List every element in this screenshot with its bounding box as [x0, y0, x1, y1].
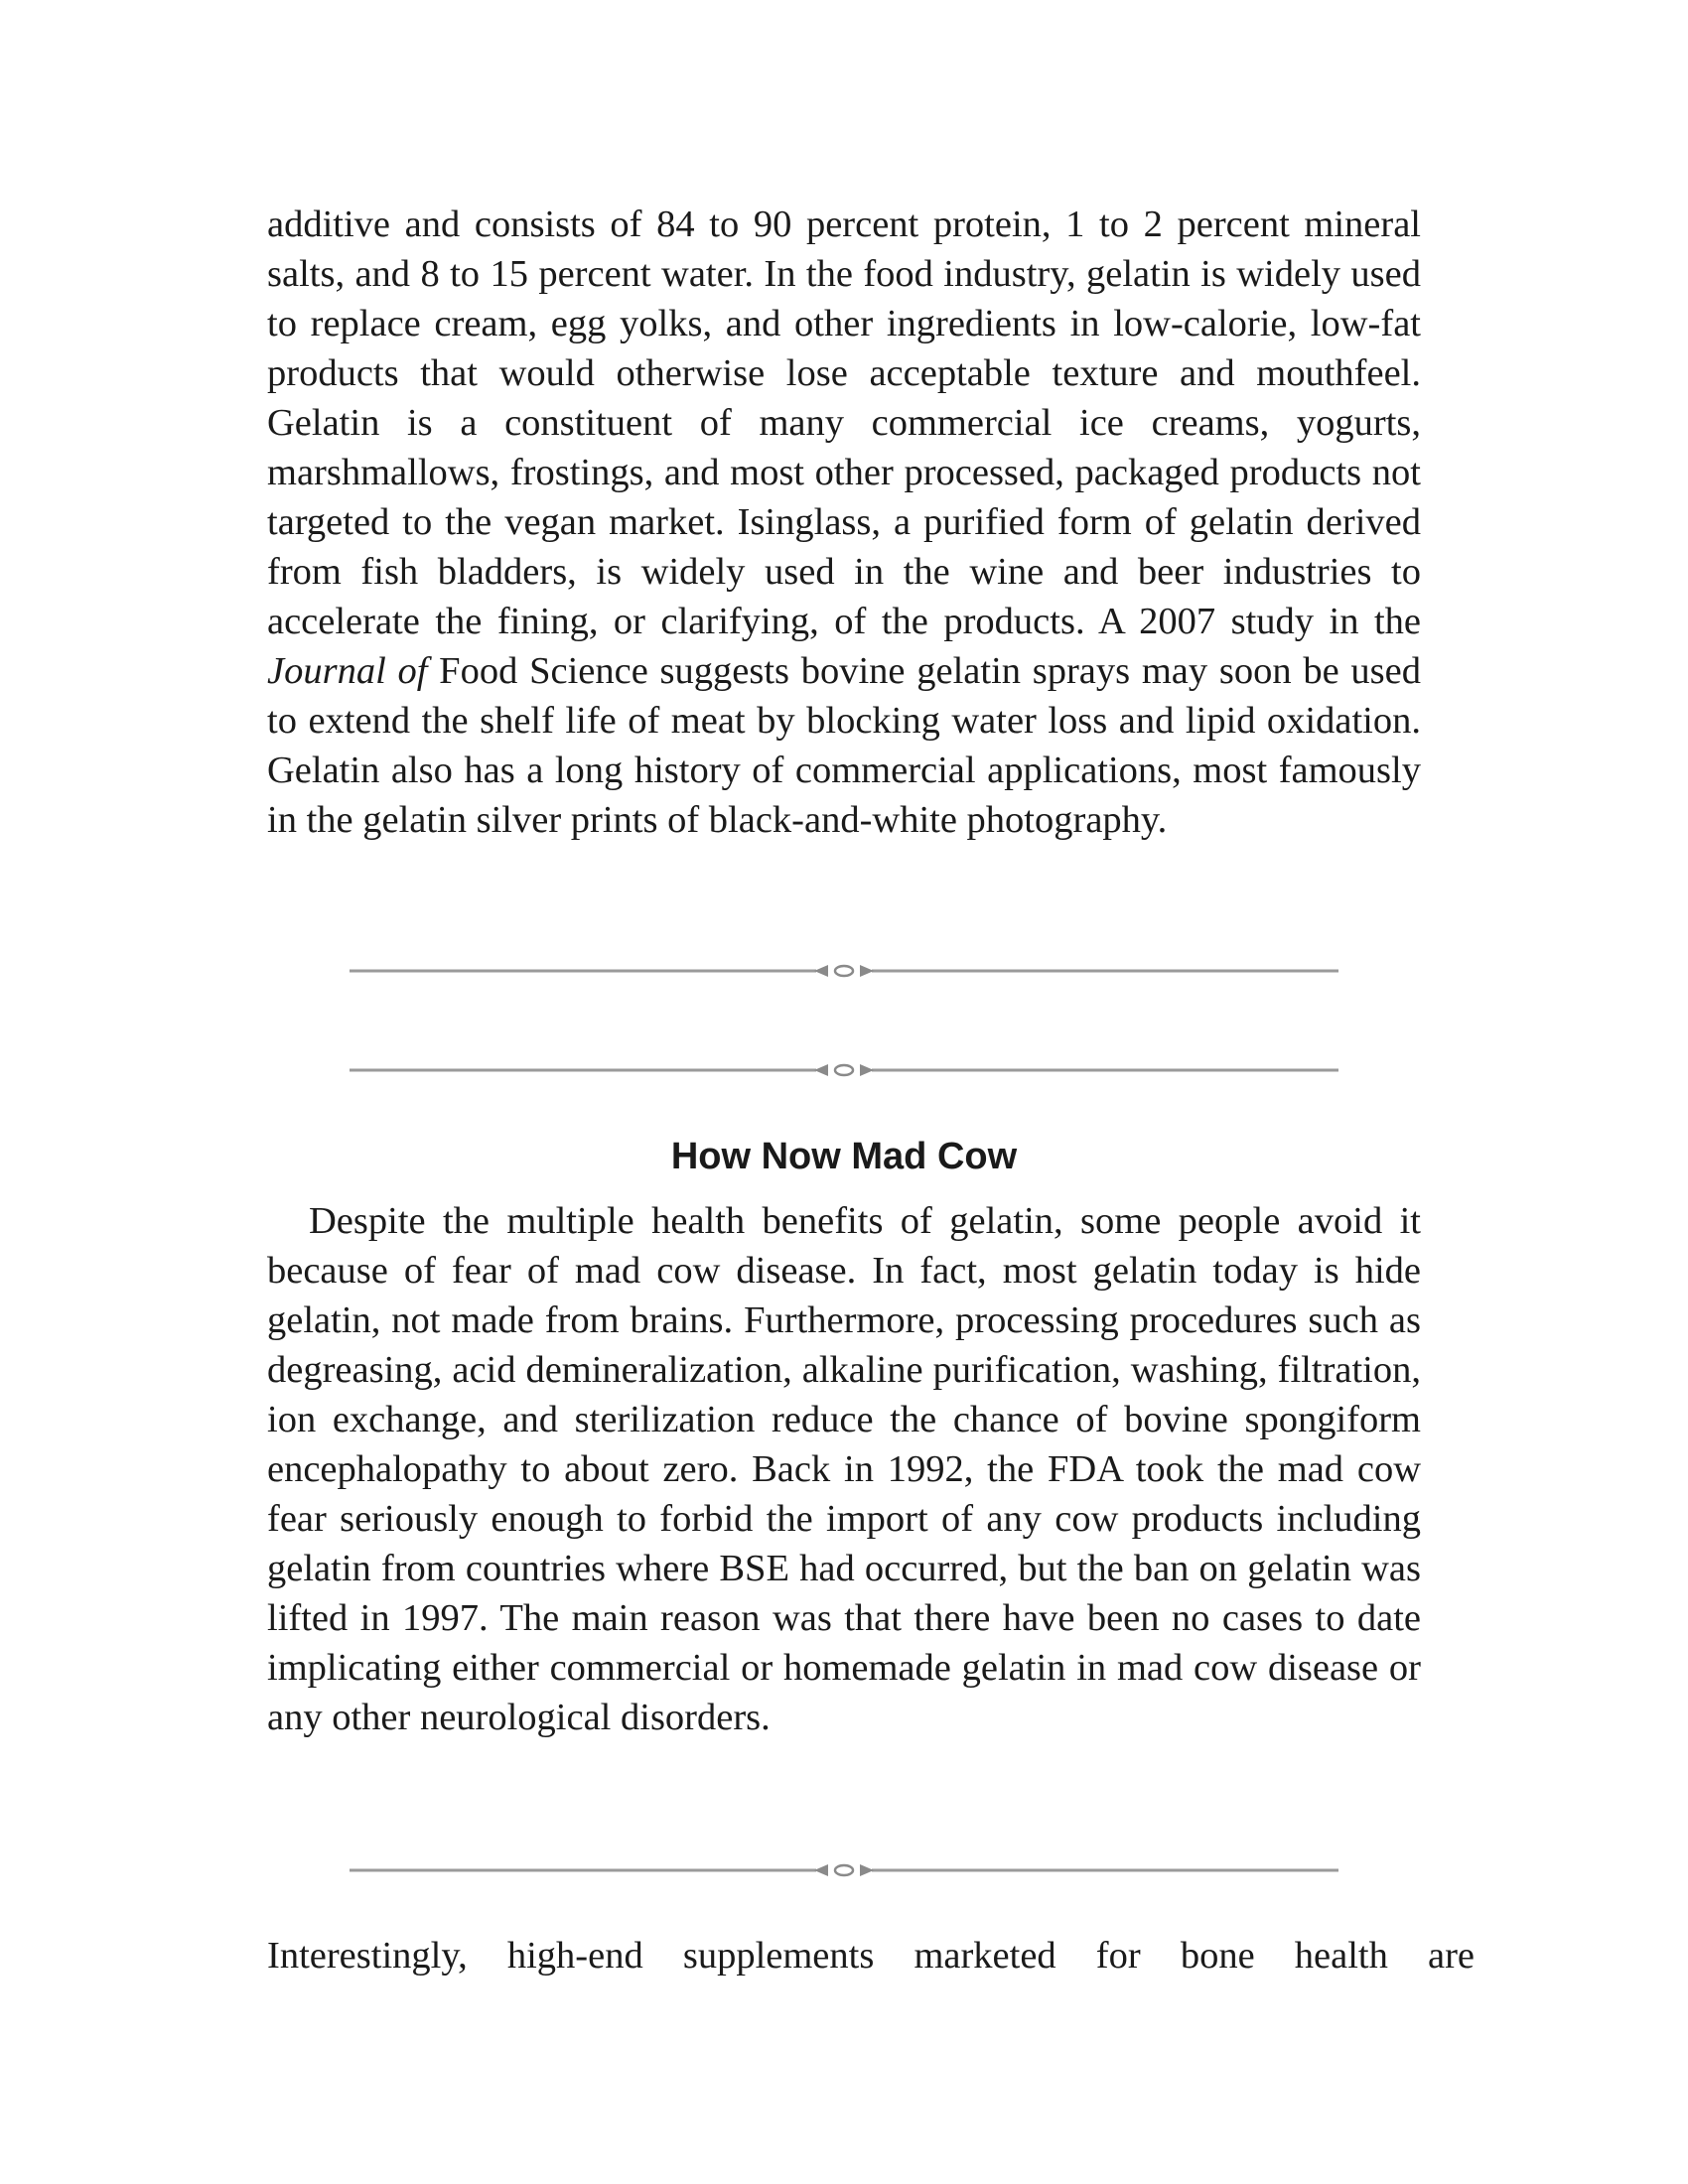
ornamental-rule-icon [350, 1860, 1338, 1880]
journal-title-italic: Journal of [267, 650, 428, 692]
ornamental-rule-icon [350, 1060, 1338, 1080]
intro-paragraph [267, 200, 1421, 845]
ornamental-rule-icon [350, 961, 1338, 981]
sidebar-paragraph: Despite the multiple health benefits of gelatin, some people avoid it because of fear of mad cow disease. In fact, most gelatin today is hide gelatin, not made from brains. Furthermore, processing procedures such as degreasing, acid demineralization, alkaline purification, washing, filtration, ion exchange, and sterilization reduce the chance of bovine spongiform encephalopathy to about zero. Back in 1992, the FDA took the mad cow fear seriously enough to forbid the import of any cow products including gelatin from countries where BSE had occurred, but the ban on gelatin was lifted in 1997. The main reason was that there have been no cases to date implicating either commercial or homemade gelatin in mad cow disease or any other neurological disorders. [267, 1200, 1421, 1738]
intro-text-part-2: Food Science suggests bovine gelatin sprays may soon be used to extend the shelf life of meat by blocking water loss and lipid oxidation. Gelatin also has a long history of commercial applications, most famously in the gelatin silver prints of black-and-white photography. [267, 650, 1421, 841]
final-paragraph: Interestingly, high-end supplements marketed for bone health are [267, 1935, 1475, 1977]
intro-text-part-1: additive and consists of 84 to 90 percent protein, 1 to 2 percent mineral salts, and 8 to 15 percent water. In the food industry, gelatin is widely used to replace cream, egg yolks, and other ingredients in low-calorie, low-fat products that would otherwise lose acceptable texture and mouthfeel. Gelatin is a constituent of many commercial ice creams, yogurts, marshmallows, frostings, and most other processed, packaged products not targeted to the vegan market. Isinglass, a purified form of gelatin derived from fish bladders, is widely used in the wine and beer industries to accelerate the fining, or clarifying, of the products. A 2007 study in the [267, 204, 1421, 642]
sidebar-heading: How Now Mad Cow [670, 1136, 1018, 1177]
